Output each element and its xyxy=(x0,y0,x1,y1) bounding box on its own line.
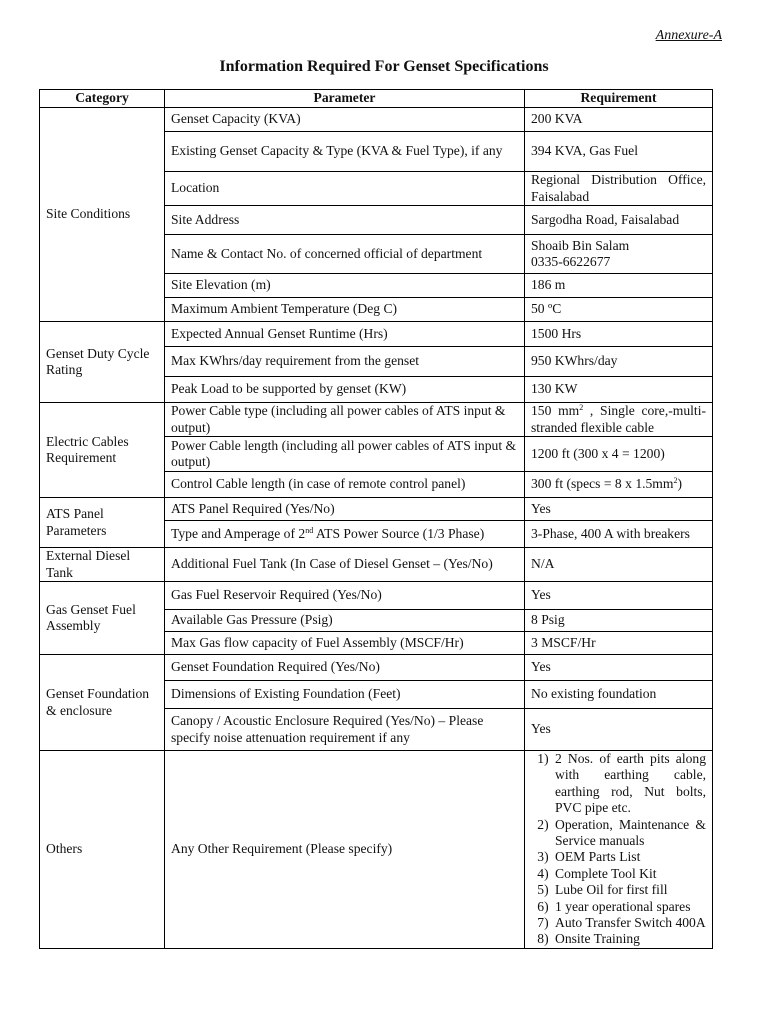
param-cell: Any Other Requirement (Please specify) xyxy=(165,751,525,949)
superscript: 2 xyxy=(673,476,678,486)
param-cell: Available Gas Pressure (Psig) xyxy=(165,610,525,632)
header-requirement: Requirement xyxy=(525,90,713,108)
param-text: ATS Power Source (1/3 Phase) xyxy=(313,525,485,541)
req-cell: 3 MSCF/Hr xyxy=(525,632,713,655)
others-list-item: 5. Lube Oil for first fill xyxy=(552,882,706,898)
param-cell: Site Address xyxy=(165,206,525,235)
req-cell: 200 KVA xyxy=(525,108,713,132)
others-list-item: 8. Onsite Training xyxy=(552,931,706,947)
req-cell: 1500 Hrs xyxy=(525,322,713,347)
control-cable-spec: 300 ft (specs = 8 x 1.5mm xyxy=(531,476,674,492)
category-foundation: Genset Foundation & enclosure xyxy=(40,655,165,751)
req-cell: Yes xyxy=(525,709,713,751)
others-list-item: 1. 2 Nos. of earth pits along with earthing cable, earthing rod, Nut bolts, PVC pipe etc. xyxy=(552,751,706,817)
req-cell: N/A xyxy=(525,548,713,582)
req-cell: 950 KWhrs/day xyxy=(525,347,713,377)
param-cell: Site Elevation (m) xyxy=(165,274,525,298)
req-cell: Yes xyxy=(525,498,713,521)
param-cell: Additional Fuel Tank (In Case of Diesel Genset – (Yes/No) xyxy=(165,548,525,582)
param-cell xyxy=(165,521,525,548)
param-cell: Max Gas flow capacity of Fuel Assembly (MSCF/Hr) xyxy=(165,632,525,655)
req-cell xyxy=(525,235,713,274)
req-cell: 130 KW xyxy=(525,377,713,403)
others-list-item: 6. 1 year operational spares xyxy=(552,899,706,915)
table-row xyxy=(40,498,713,521)
official-name: Shoaib Bin Salam xyxy=(531,237,630,253)
cable-type: , Single core,-multi-stranded flexible cable xyxy=(531,403,706,435)
others-list-cell xyxy=(525,751,713,949)
param-cell: Dimensions of Existing Foundation (Feet) xyxy=(165,681,525,709)
req-cell: 3-Phase, 400 A with breakers xyxy=(525,521,713,548)
param-cell: Power Cable length (including all power cables of ATS input & output) xyxy=(165,437,525,472)
header-category: Category xyxy=(40,90,165,108)
param-cell: Expected Annual Genset Runtime (Hrs) xyxy=(165,322,525,347)
closing-paren: ) xyxy=(677,476,682,492)
req-cell: Yes xyxy=(525,582,713,610)
table-row xyxy=(40,108,713,132)
param-cell: Location xyxy=(165,172,525,206)
category-electric-cables: Electric Cables Requirement xyxy=(40,403,165,498)
param-cell: Power Cable type (including all power cables of ATS input & output) xyxy=(165,403,525,437)
req-cell: 186 m xyxy=(525,274,713,298)
others-list-item: 7. Auto Transfer Switch 400A xyxy=(552,915,706,931)
table-row xyxy=(40,548,713,582)
param-cell: Maximum Ambient Temperature (Deg C) xyxy=(165,298,525,322)
req-cell: 1200 ft (300 x 4 = 1200) xyxy=(525,437,713,472)
category-diesel-tank: External Diesel Tank xyxy=(40,548,165,582)
param-cell: Max KWhrs/day requirement from the genset xyxy=(165,347,525,377)
param-cell: Control Cable length (in case of remote control panel) xyxy=(165,472,525,498)
param-cell: ATS Panel Required (Yes/No) xyxy=(165,498,525,521)
req-cell: 50 ºC xyxy=(525,298,713,322)
document-title: Information Required For Genset Specifications xyxy=(219,58,549,75)
category-duty-cycle: Genset Duty Cycle Rating xyxy=(40,322,165,403)
req-cell: 394 KVA, Gas Fuel xyxy=(525,132,713,172)
table-row xyxy=(40,582,713,610)
table-row xyxy=(40,403,713,437)
param-cell: Genset Capacity (KVA) xyxy=(165,108,525,132)
req-cell xyxy=(525,472,713,498)
req-cell: Yes xyxy=(525,655,713,681)
header-parameter: Parameter xyxy=(165,90,525,108)
table-row xyxy=(40,751,713,949)
req-cell: Regional Distribution Office, Faisalabad xyxy=(525,172,713,206)
superscript: 2 xyxy=(579,403,584,412)
param-cell: Genset Foundation Required (Yes/No) xyxy=(165,655,525,681)
genset-spec-table xyxy=(39,89,713,949)
param-cell: Name & Contact No. of concerned official of department xyxy=(165,235,525,274)
category-site-conditions: Site Conditions xyxy=(40,108,165,322)
req-cell: No existing foundation xyxy=(525,681,713,709)
param-cell: Existing Genset Capacity & Type (KVA & Fuel Type), if any xyxy=(165,132,525,172)
req-cell: 8 Psig xyxy=(525,610,713,632)
category-others: Others xyxy=(40,751,165,949)
req-cell: Sargodha Road, Faisalabad xyxy=(525,206,713,235)
others-list-item: 3. OEM Parts List xyxy=(552,849,706,865)
category-ats-panel: ATS Panel Parameters xyxy=(40,498,165,548)
table-row xyxy=(40,322,713,347)
param-cell: Gas Fuel Reservoir Required (Yes/No) xyxy=(165,582,525,610)
table-row xyxy=(40,655,713,681)
official-phone: 0335-6622677 xyxy=(531,254,611,269)
others-list xyxy=(531,751,706,948)
others-list-item: 4. Complete Tool Kit xyxy=(552,866,706,882)
category-gas-fuel: Gas Genset Fuel Assembly xyxy=(40,582,165,655)
cable-size: 150 mm xyxy=(531,403,580,418)
param-text: Type and Amperage of 2 xyxy=(171,525,306,541)
annexure-label: Annexure-A xyxy=(655,28,722,43)
param-cell: Peak Load to be supported by genset (KW) xyxy=(165,377,525,403)
others-list-item: 2. Operation, Maintenance & Service manuals xyxy=(552,817,706,850)
param-cell: Canopy / Acoustic Enclosure Required (Yes/No) – Please specify noise attenuation requirement if any xyxy=(165,709,525,751)
superscript: nd xyxy=(305,525,314,535)
table-header-row xyxy=(40,90,713,108)
req-cell xyxy=(525,403,713,437)
